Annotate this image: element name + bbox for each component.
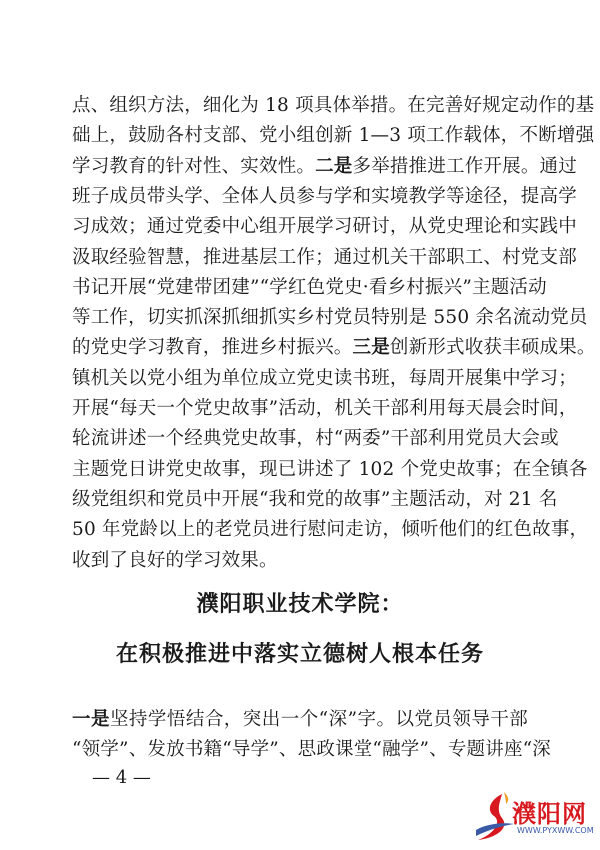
site-logo-url: WWW.PYXWW.COM — [517, 826, 594, 835]
text-segment: 习成效；通过党委中心组开展学习研讨，从党史理论和实践中 — [72, 216, 577, 238]
text-line — [72, 425, 559, 453]
text-line — [72, 304, 588, 332]
text-line — [72, 365, 577, 393]
text-line — [72, 122, 595, 150]
text-segment: 汲取经验智慧，推进基层工作；通过机关干部职工、村党支部 — [72, 246, 577, 268]
emphasis-marker: 一是 — [72, 709, 110, 730]
text-line — [72, 706, 528, 734]
text-segment: 点、组织方法，细化为 18 项具体举措。在完善好规定动作的基 — [72, 95, 595, 116]
text-segment: 书记开展“党建带团建”“学红色党史·看乡村振兴”主题活动 — [72, 276, 547, 298]
section-title-line-1: 濮阳职业技术学院： — [196, 592, 404, 617]
text-segment: 收到了良好的学习效果。 — [72, 549, 278, 571]
text-line — [72, 456, 588, 484]
text-segment: 开展“每天一个党史故事”活动，机关干部利用每天晨会时间， — [72, 398, 578, 419]
emphasis-marker: 三是 — [352, 337, 390, 359]
text-segment: 的党史学习教育，推进乡村振兴。 — [72, 337, 353, 359]
text-segment: 多举措推进工作开展。通过 — [352, 155, 577, 177]
page-number: — 4 — — [92, 767, 151, 788]
text-line — [72, 547, 528, 575]
text-segment: 学习教育的针对性、实效性。 — [72, 155, 316, 177]
text-segment: 班子成员带头学、全体人员参与学和实境教学等途径，提高学 — [72, 185, 577, 207]
text-segment: 础上，鼓励各村支部、党小组创新 1—3 项工作载体，不断增强 — [72, 125, 595, 147]
text-segment: 坚持学悟结合，突出一个“深”字。以党员领导干部 — [109, 709, 528, 730]
text-line — [72, 183, 577, 211]
text-line — [72, 92, 595, 120]
text-segment: 镇机关以党小组为单位成立党史读书班，每周开展集中学习； — [72, 367, 577, 389]
text-line — [72, 486, 558, 514]
text-segment: “领学”、发放书籍“导学”、思政课堂“融学”、专题讲座“深 — [72, 739, 552, 761]
site-logo-watermark — [472, 788, 598, 848]
text-segment: 等工作，切实抓深抓细抓实乡村党员特别是 550 余名流动党员 — [72, 307, 588, 329]
section-title-line-2: 在积极推进中落实立德树人根本任务 — [115, 642, 484, 667]
text-segment: 50 年党龄以上的老党员进行慰问走访，倾听他们的红色故事， — [72, 519, 589, 541]
text-line — [72, 213, 577, 241]
text-line — [72, 274, 547, 302]
site-logo-name: 濮阳网 — [512, 800, 587, 828]
text-segment: 创新形式收获丰硕成果。 — [389, 337, 596, 359]
text-segment: 级党组织和党员中开展“我和党的故事”主题活动，对 21 名 — [72, 488, 558, 510]
text-line — [72, 334, 596, 362]
emphasis-marker: 二是 — [315, 155, 353, 177]
text-segment: 主题党日讲党史故事，现已讲述了 102 个党史故事；在全镇各 — [72, 458, 588, 480]
text-line — [72, 736, 552, 764]
text-line — [72, 516, 589, 544]
text-line — [72, 153, 577, 181]
text-line — [72, 244, 577, 272]
text-segment: 轮流讲述一个经典党史故事，村“两委”干部利用党员大会或 — [72, 428, 559, 450]
text-line — [72, 395, 578, 423]
